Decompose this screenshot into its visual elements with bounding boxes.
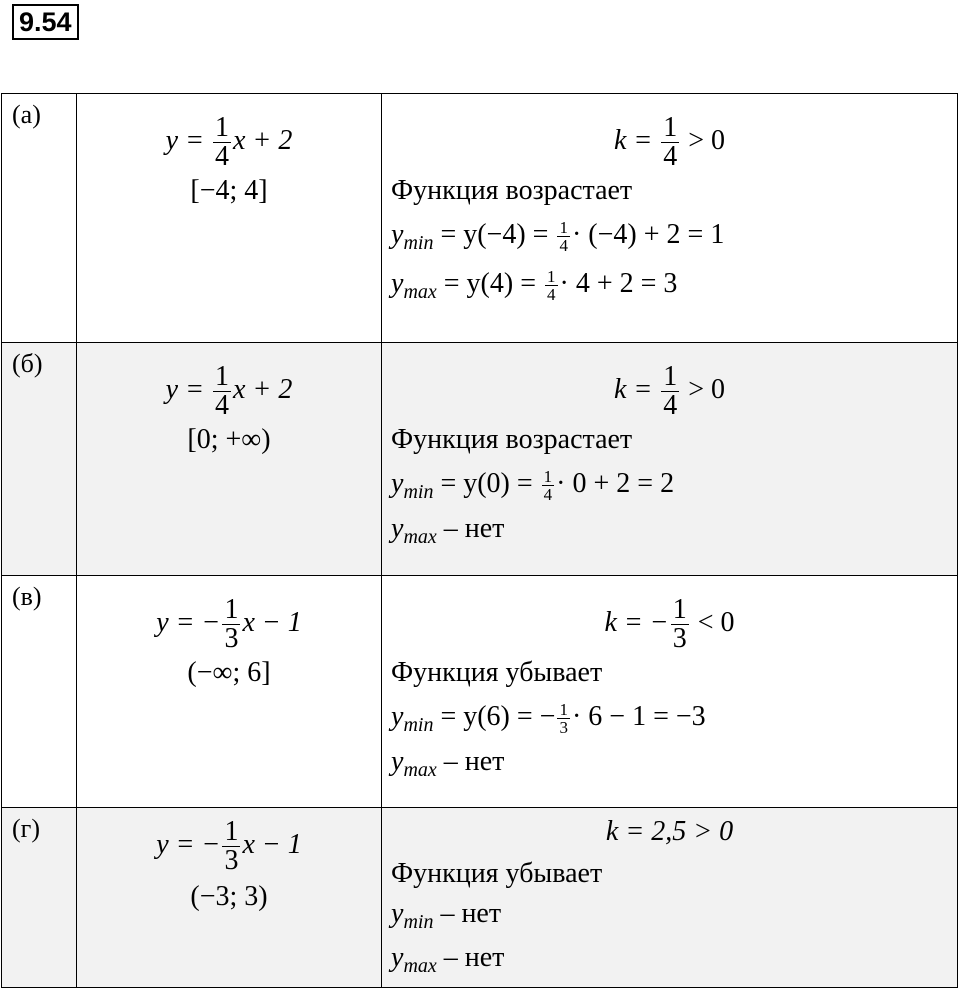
fraction: $\frac{1}{4}$ xyxy=(663,112,678,172)
ymin-line: $y_{min} = y(-4)$ = $\frac{1}{4}$ · (−4) + 2 = 1 xyxy=(391,218,725,255)
monotonic-text: Функция убывает xyxy=(391,858,603,889)
row-label: (б) xyxy=(12,349,43,378)
fraction: $\frac{1}{4}$ xyxy=(215,361,229,421)
table-row xyxy=(2,343,958,576)
ymax-line: $y_{max}$ – нет xyxy=(391,513,505,548)
row-label: (а) xyxy=(12,100,41,129)
interval: [−4; 4] xyxy=(190,175,268,206)
ymax-line: $y_{max}$ – нет xyxy=(391,746,505,781)
row-label: (в) xyxy=(12,582,42,611)
monotonic-text: Функция убывает xyxy=(391,657,603,688)
ymin-line: $y_{min} = y(6)$ = − $\frac{1}{3}$ · 6 − 1 = −3 xyxy=(391,700,706,737)
table-row xyxy=(2,94,958,343)
solution-table xyxy=(1,93,958,988)
interval: [0; +∞) xyxy=(187,424,271,455)
monotonic-text: Функция возрастает xyxy=(391,424,633,455)
fraction: $\frac{1}{4}$ xyxy=(215,112,229,172)
slope-formula: k = $\frac{1}{4}$ > 0 xyxy=(613,361,726,421)
function-formula: y = − $\frac{1}{3}$ x − 1 xyxy=(156,594,302,654)
ymin-line: $y_{min} = y(0)$ = $\frac{1}{4}$ · 0 + 2 = 2 xyxy=(391,467,675,504)
table-row xyxy=(2,808,958,988)
fraction: $\frac{1}{3}$ xyxy=(224,594,239,654)
fraction: $\frac{1}{3}$ xyxy=(559,700,568,737)
fraction: $\frac{1}{4}$ xyxy=(547,267,556,304)
monotonic-text: Функция возрастает xyxy=(391,175,633,206)
function-formula: y = − $\frac{1}{3}$ x − 1 xyxy=(156,816,302,876)
function-formula: y = $\frac{1}{4}$ x + 2 xyxy=(165,361,293,421)
slope-formula: k = $\frac{1}{4}$ > 0 xyxy=(613,112,726,172)
fraction: $\frac{1}{4}$ xyxy=(559,218,568,255)
ymax-line: $y_{max} = y(4)$ = $\frac{1}{4}$ · 4 + 2 = 3 xyxy=(391,267,678,304)
fraction: $\frac{1}{4}$ xyxy=(663,361,678,421)
interval: (−∞; 6] xyxy=(187,657,271,688)
problem-number: 9.54 xyxy=(12,4,79,40)
ymax-line: $y_{max}$ – нет xyxy=(391,942,505,977)
interval: (−3; 3) xyxy=(190,881,268,912)
slope-formula: k = 2,5 > 0 xyxy=(605,816,734,847)
fraction: $\frac{1}{3}$ xyxy=(224,816,239,876)
table-row xyxy=(2,576,958,808)
row-label: (г) xyxy=(12,814,40,843)
function-formula: y = $\frac{1}{4}$ x + 2 xyxy=(165,112,293,172)
ymin-line: $y_{min}$ – нет xyxy=(391,898,502,933)
fraction: $\frac{1}{4}$ xyxy=(543,467,553,504)
slope-formula: k = − $\frac{1}{3}$ < 0 xyxy=(604,594,735,654)
fraction: $\frac{1}{3}$ xyxy=(672,594,687,654)
